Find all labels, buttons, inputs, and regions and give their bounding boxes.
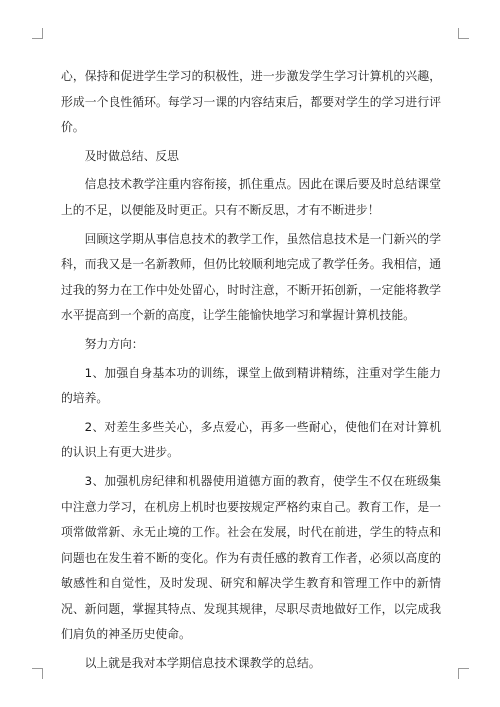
paragraph-reflection: 信息技术教学注重内容衔接，抓住重点。因此在课后要及时总结课堂上的不足，以便能及时更正。只有不断反思，才有不断进步！ [61, 177, 441, 217]
crop-mark-top-right [458, 28, 469, 39]
list-item-3: 3、加强机房纪律和机器使用道德方面的教育，使学生不仅在班级集中注意力学习，在机房上机时也要按规定严格约束自己。教育工作，是一项常做常新、永无止境的工作。社会在发展，时代在前进，学生的特点和问题也在发生着不断的变化。作为有责任感的教育工作者，必须以高度的敏感性和自觉性，及时发现、研究和解决学生教育和管理工作中的新情况、新问题，掌握其特点、发现其规律，尽职尽责地做好工作，以完成我们肩负的神圣历史使命。 [61, 473, 441, 642]
list-item-2: 2、对差生多些关心，多点爱心，再多一些耐心，使他们在对计算机的认识上有更大进步。 [61, 419, 441, 460]
crop-mark-bottom-right [458, 668, 469, 679]
paragraph-review: 回顾这学期从事信息技术的教学工作，虽然信息技术是一门新兴的学科，而我又是一名新教师，但仍比较顺利地完成了教学任务。我相信，通过我的努力在工作中处处留心，时时注意，不断开拓创新，一定能将教学水平提高到一个新的高度，让学生能愉快地学习和掌握计算机技能。 [61, 231, 441, 323]
list-item-1: 1、加强自身基本功的训练，课堂上做到精讲精练，注重对学生能力的培养。 [61, 365, 441, 406]
section-heading-summary: 及时做总结、反思 [84, 148, 179, 163]
paragraph-conclusion: 以上就是我对本学期信息技术课教学的总结。 [84, 656, 321, 671]
crop-mark-top-left [32, 28, 43, 39]
crop-mark-bottom-left [32, 668, 43, 679]
paragraph-continuation: 心，保持和促进学生学习的积极性，进一步激发学生学习计算机的兴趣，形成一个良性循环。每学习一课的内容结束后，都要对学生的学习进行评价。 [61, 69, 441, 135]
document-body [61, 64, 441, 680]
section-heading-direction: 努力方向： [84, 336, 144, 351]
